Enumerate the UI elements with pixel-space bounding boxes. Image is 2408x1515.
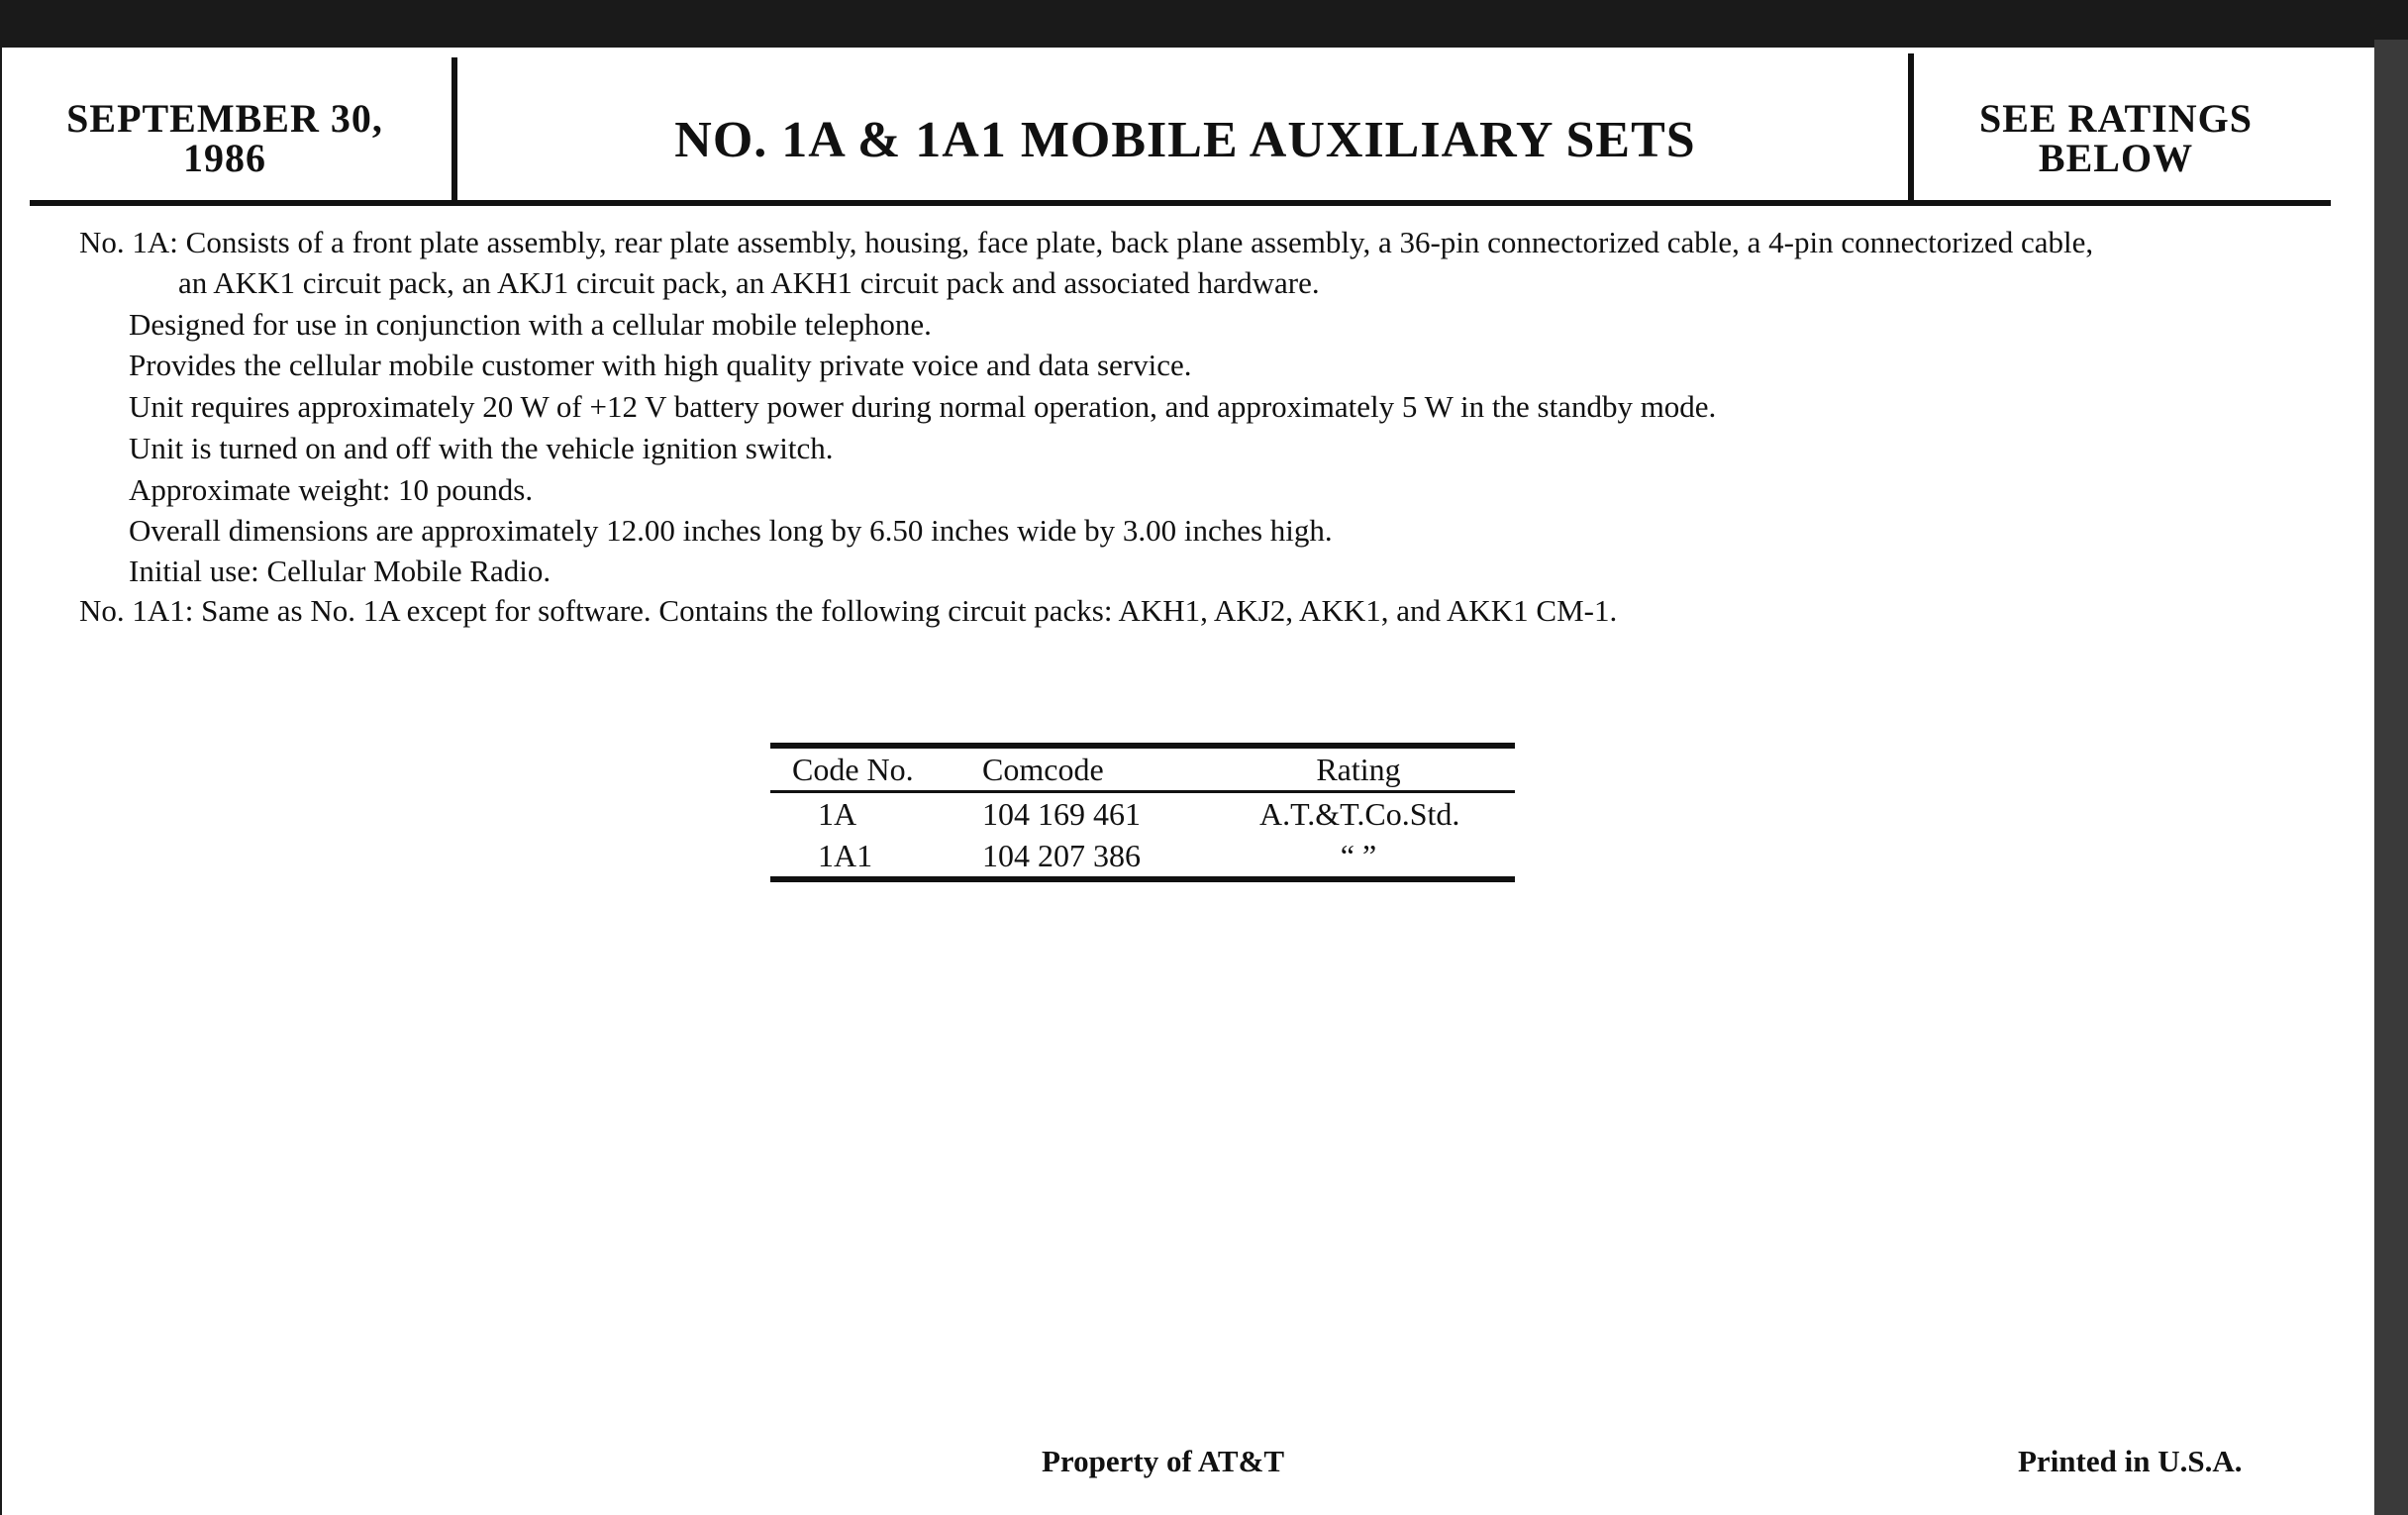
ratings-table [770, 743, 1515, 882]
cell-code: 1A [818, 796, 857, 832]
body-line: Unit requires approximately 20 W of +12 V battery power during normal operation, and approximately 5 W in the standby mode. [129, 389, 1717, 424]
table-header-row [770, 749, 1515, 790]
table-bottom-rule [770, 876, 1515, 882]
footer-printed: Printed in U.S.A. [2018, 1444, 2243, 1478]
cell-rating: A.T.&T.Co.Std. [1259, 796, 1460, 832]
column-header-code: Code No. [792, 752, 914, 787]
column-header-comcode: Comcode [982, 752, 1104, 787]
footer-property: Property of AT&T [1042, 1444, 1285, 1478]
cell-comcode: 104 169 461 [982, 796, 1141, 832]
column-header-rating: Rating [1316, 752, 1401, 787]
body-line: an AKK1 circuit pack, an AKJ1 circuit pack, an AKH1 circuit pack and associated hardware. [178, 265, 1320, 300]
document-page [2, 48, 2374, 1515]
body-line: No. 1A1: Same as No. 1A except for software. Contains the following circuit packs: AKH1, AKJ2, AKK1, and AKK1 CM-1. [79, 593, 1618, 628]
cell-code: 1A1 [818, 838, 873, 873]
cell-comcode: 104 207 386 [982, 838, 1141, 873]
header-date-line1: SEPTEMBER 30, [66, 96, 383, 141]
header-divider-right [1908, 53, 1914, 206]
header-rule [30, 200, 2331, 206]
table-row [770, 835, 1515, 876]
cell-rating: “ ” [1340, 838, 1377, 873]
page-edge [2374, 40, 2408, 1515]
header-rating [1933, 96, 2299, 180]
header-rating-line2: BELOW [2038, 136, 2194, 180]
table-row [770, 793, 1515, 835]
header-date-line2: 1986 [183, 136, 266, 180]
body-line: Provides the cellular mobile customer with high quality private voice and data service. [129, 348, 1192, 382]
body-line: Overall dimensions are approximately 12.00 inches long by 6.50 inches wide by 3.00 inches high. [129, 513, 1333, 548]
body-line: Approximate weight: 10 pounds. [129, 472, 534, 507]
body-line: Initial use: Cellular Mobile Radio. [129, 554, 552, 588]
document-title: NO. 1A & 1A1 MOBILE AUXILIARY SETS [674, 112, 1696, 168]
header-date [32, 96, 418, 180]
body-line: No. 1A: Consists of a front plate assembly, rear plate assembly, housing, face plate, back plane assembly, a 36-pin connectorized cable, a 4-pin connectorized cable, [79, 225, 2094, 259]
body-line: Unit is turned on and off with the vehicle ignition switch. [129, 431, 834, 465]
body-line: Designed for use in conjunction with a cellular mobile telephone. [129, 307, 932, 342]
header-divider-left [452, 57, 457, 206]
header-rating-line1: SEE RATINGS [1979, 96, 2253, 141]
